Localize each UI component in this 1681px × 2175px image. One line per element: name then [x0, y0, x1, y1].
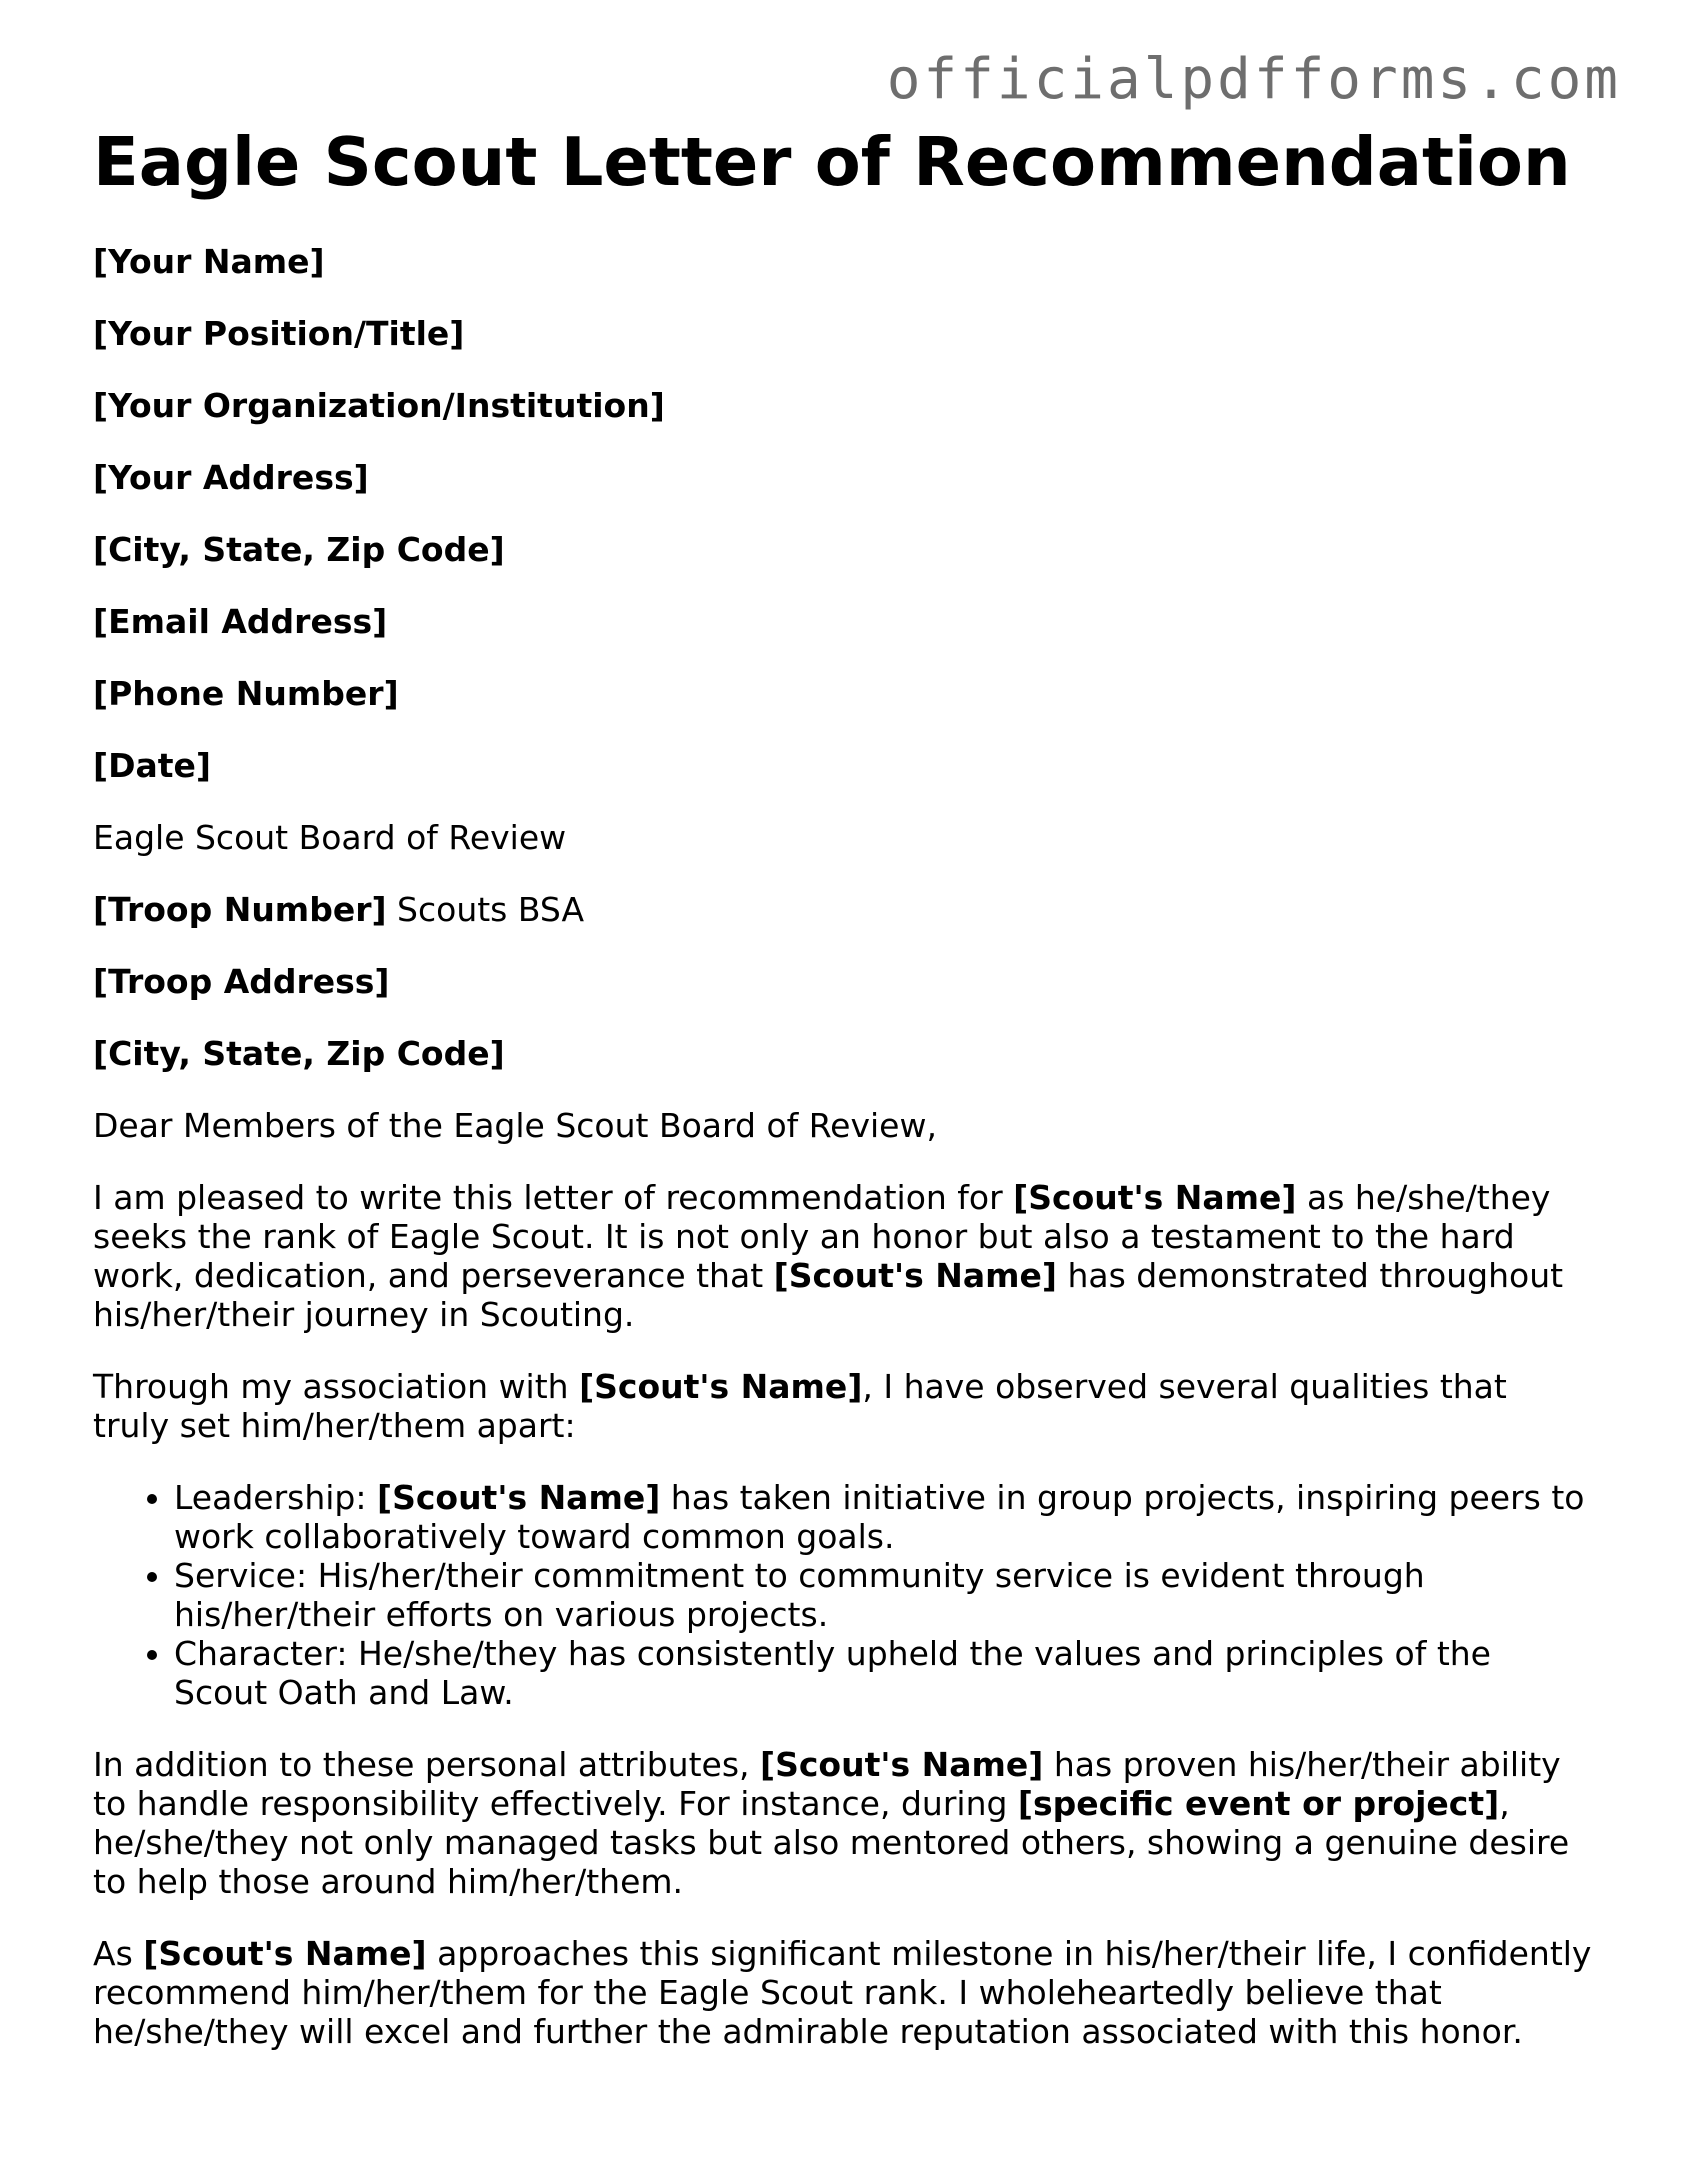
- sender-name: [Your Name]: [93, 242, 325, 281]
- scout-name-placeholder: [Scout's Name]: [579, 1367, 863, 1406]
- sender-email: [Email Address]: [93, 602, 388, 641]
- paragraph-text: I am pleased to write this letter of recommendation for: [93, 1178, 1014, 1217]
- paragraph-qualities-intro: [93, 1367, 1593, 1445]
- paragraph-text: , he/she/they not only managed tasks but also mentored others, showing a genuine desire to help those around him/her/them.: [93, 1784, 1570, 1901]
- scout-name-placeholder: [Scout's Name]: [376, 1478, 661, 1517]
- salutation: Dear Members of the Eagle Scout Board of Review,: [93, 1106, 937, 1145]
- scout-name-placeholder: [Scout's Name]: [773, 1256, 1057, 1295]
- paragraph-attributes: [93, 1745, 1593, 1901]
- watermark: officialpdfforms.com: [886, 47, 1621, 112]
- paragraph-recommendation: [93, 1934, 1593, 2051]
- paragraph-text: As: [93, 1934, 144, 1973]
- scout-name-placeholder: [Scout's Name]: [143, 1934, 427, 1973]
- scout-name-placeholder: [Scout's Name]: [760, 1745, 1044, 1784]
- paragraph-text: , I have observed several qualities that truly set him/her/them apart:: [93, 1367, 1507, 1445]
- recipient-troop: [93, 890, 1593, 929]
- event-placeholder: [specific event or project]: [1017, 1784, 1500, 1823]
- qualities-list: [93, 1478, 1593, 1712]
- sender-city-state-zip: [City, State, Zip Code]: [93, 530, 505, 569]
- paragraph-text: Through my association with: [93, 1367, 580, 1406]
- letter-content: [93, 120, 1593, 2084]
- list-item-service: • Service: His/her/their commitment to community service is evident through his/her/their efforts on various projects.: [174, 1556, 1593, 1634]
- troop-suffix: Scouts BSA: [386, 890, 585, 929]
- list-item-character: • Character: He/she/they has consistently upheld the values and principles of the Scout Oath and Law.: [174, 1634, 1593, 1712]
- troop-number: [Troop Number]: [93, 890, 387, 929]
- sender-organization: [Your Organization/Institution]: [93, 386, 665, 425]
- paragraph-text: Leadership:: [174, 1478, 377, 1517]
- recipient-city-state-zip: [City, State, Zip Code]: [93, 1034, 505, 1073]
- sender-position: [Your Position/Title]: [93, 314, 465, 353]
- paragraph-text: has taken initiative in group projects, inspiring peers to work collaboratively toward common goals.: [174, 1478, 1585, 1556]
- letter-date: [Date]: [93, 746, 211, 785]
- paragraph-text: has proven his/her/their ability to handle responsibility effectively. For instance, during: [93, 1745, 1561, 1823]
- paragraph-introduction: [93, 1178, 1593, 1334]
- paragraph-text: approaches this significant milestone in his/her/their life, I confidently recommend him/her/them for the Eagle Scout rank. I wholeheartedly believe that he/she/they will excel and further the admirable reputation associated with this honor.: [93, 1934, 1592, 2051]
- recipient-troop-address: [Troop Address]: [93, 962, 390, 1001]
- list-item-leadership: [174, 1478, 1593, 1556]
- sender-address: [Your Address]: [93, 458, 369, 497]
- recipient-board: Eagle Scout Board of Review: [93, 818, 567, 857]
- paragraph-text: In addition to these personal attributes,: [93, 1745, 760, 1784]
- paragraph-text: as he/she/they seeks the rank of Eagle Scout. It is not only an honor but also a testament to the hard work, dedication, and perseverance that: [93, 1178, 1551, 1295]
- paragraph-text: has demonstrated throughout his/her/their journey in Scouting.: [93, 1256, 1564, 1334]
- scout-name-placeholder: [Scout's Name]: [1013, 1178, 1297, 1217]
- page-title: Eagle Scout Letter of Recommendation: [93, 123, 1571, 201]
- sender-phone: [Phone Number]: [93, 674, 399, 713]
